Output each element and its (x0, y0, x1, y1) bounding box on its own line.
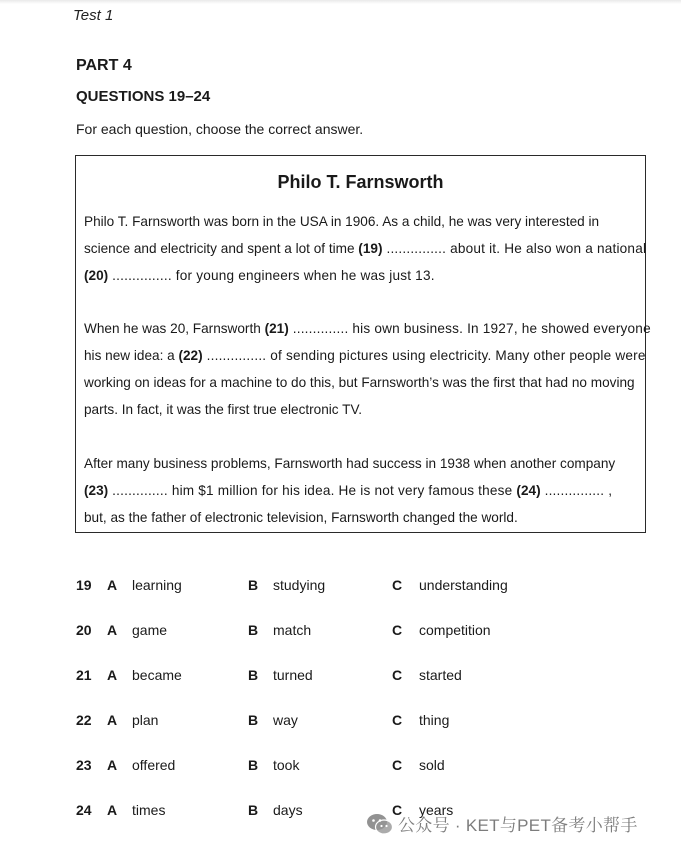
question-number: 22 (76, 712, 92, 728)
option-letter-b[interactable]: B (248, 802, 259, 818)
option-letter-a[interactable]: A (107, 757, 118, 773)
question-row-19 (0, 577, 681, 599)
passage-line: parts. In fact, it was the first true electronic TV. (84, 402, 363, 417)
option-letter-c[interactable]: C (392, 577, 403, 593)
option-c-text[interactable]: years (419, 802, 454, 818)
instruction-text: For each question, choose the correct answer. (76, 121, 364, 137)
question-row-21 (0, 667, 681, 689)
question-number: 19 (76, 577, 92, 593)
question-row-23 (0, 757, 681, 779)
option-c-text[interactable]: competition (419, 622, 491, 638)
option-letter-c[interactable]: C (392, 667, 403, 683)
option-b-text[interactable]: days (273, 802, 303, 818)
question-row-20 (0, 622, 681, 644)
gap-24[interactable]: (24) (516, 483, 541, 498)
option-b-text[interactable]: way (273, 712, 298, 728)
passage-line: science and electricity and spent a lot of time (19) ............... about it. He also won a national (84, 241, 647, 256)
passage-line: his new idea: a (22) ............... of sending pictures using electricity. Many other people were (84, 348, 646, 363)
option-letter-a[interactable]: A (107, 802, 118, 818)
passage-line: After many business problems, Farnsworth had success in 1938 when another company (84, 456, 616, 471)
passage-line: but, as the father of electronic television, Farnsworth changed the world. (84, 510, 518, 525)
option-c-text[interactable]: understanding (419, 577, 508, 593)
gap-19[interactable]: (19) (358, 241, 383, 256)
option-b-text[interactable]: match (273, 622, 312, 638)
option-c-text[interactable]: sold (419, 757, 445, 773)
option-letter-a[interactable]: A (107, 622, 118, 638)
question-number: 21 (76, 667, 92, 683)
option-letter-b[interactable]: B (248, 622, 259, 638)
option-letter-a[interactable]: A (107, 577, 118, 593)
option-b-text[interactable]: turned (273, 667, 313, 683)
passage-line: (23) .............. him $1 million for his idea. He is not very famous these (24) ............... , (84, 483, 613, 498)
test-label: Test 1 (73, 7, 114, 24)
question-number: 24 (76, 802, 92, 818)
option-letter-c[interactable]: C (392, 712, 403, 728)
gap-23[interactable]: (23) (84, 483, 109, 498)
option-letter-c[interactable]: C (392, 802, 403, 818)
gap-20[interactable]: (20) (84, 268, 109, 283)
passage-box (75, 155, 651, 533)
question-number: 20 (76, 622, 92, 638)
passage-paragraph-3 (84, 450, 640, 531)
option-a-text[interactable]: times (132, 802, 166, 818)
option-letter-c[interactable]: C (392, 622, 403, 638)
option-letter-a[interactable]: A (107, 712, 118, 728)
option-a-text[interactable]: plan (132, 712, 159, 728)
top-edge (0, 0, 681, 4)
option-c-text[interactable]: thing (419, 712, 450, 728)
option-letter-a[interactable]: A (107, 667, 118, 683)
option-a-text[interactable]: game (132, 622, 168, 638)
option-a-text[interactable]: became (132, 667, 182, 683)
option-letter-b[interactable]: B (248, 577, 259, 593)
question-number: 23 (76, 757, 92, 773)
passage-title: Philo T. Farnsworth (277, 172, 444, 192)
passage-paragraph-2 (84, 315, 651, 423)
passage-paragraph-1 (84, 208, 647, 289)
option-letter-b[interactable]: B (248, 667, 259, 683)
option-a-text[interactable]: offered (132, 757, 176, 773)
option-b-text[interactable]: took (273, 757, 300, 773)
passage-line: When he was 20, Farnsworth (21) .............. his own business. In 1927, he showed everyone (84, 321, 651, 336)
passage-line: Philo T. Farnsworth was born in the USA in 1906. As a child, he was very interested in (84, 214, 600, 229)
wechat-icon (366, 812, 394, 836)
gap-21[interactable]: (21) (264, 321, 289, 336)
watermark-text: 公众号 · KET与PET备考小帮手 (398, 816, 638, 835)
option-letter-c[interactable]: C (392, 757, 403, 773)
option-c-text[interactable]: started (419, 667, 462, 683)
option-b-text[interactable]: studying (273, 577, 326, 593)
passage-line: working on ideas for a machine to do this, but Farnsworth’s was the first that had no moving (84, 375, 635, 390)
question-row-22 (0, 712, 681, 734)
option-a-text[interactable]: learning (132, 577, 182, 593)
passage-line: (20) ............... for young engineers when he was just 13. (84, 268, 435, 283)
part-title: PART 4 (76, 57, 132, 74)
option-letter-b[interactable]: B (248, 712, 259, 728)
questions-title: QUESTIONS 19–24 (76, 88, 211, 105)
gap-22[interactable]: (22) (178, 348, 203, 363)
watermark (366, 811, 638, 836)
option-letter-b[interactable]: B (248, 757, 259, 773)
